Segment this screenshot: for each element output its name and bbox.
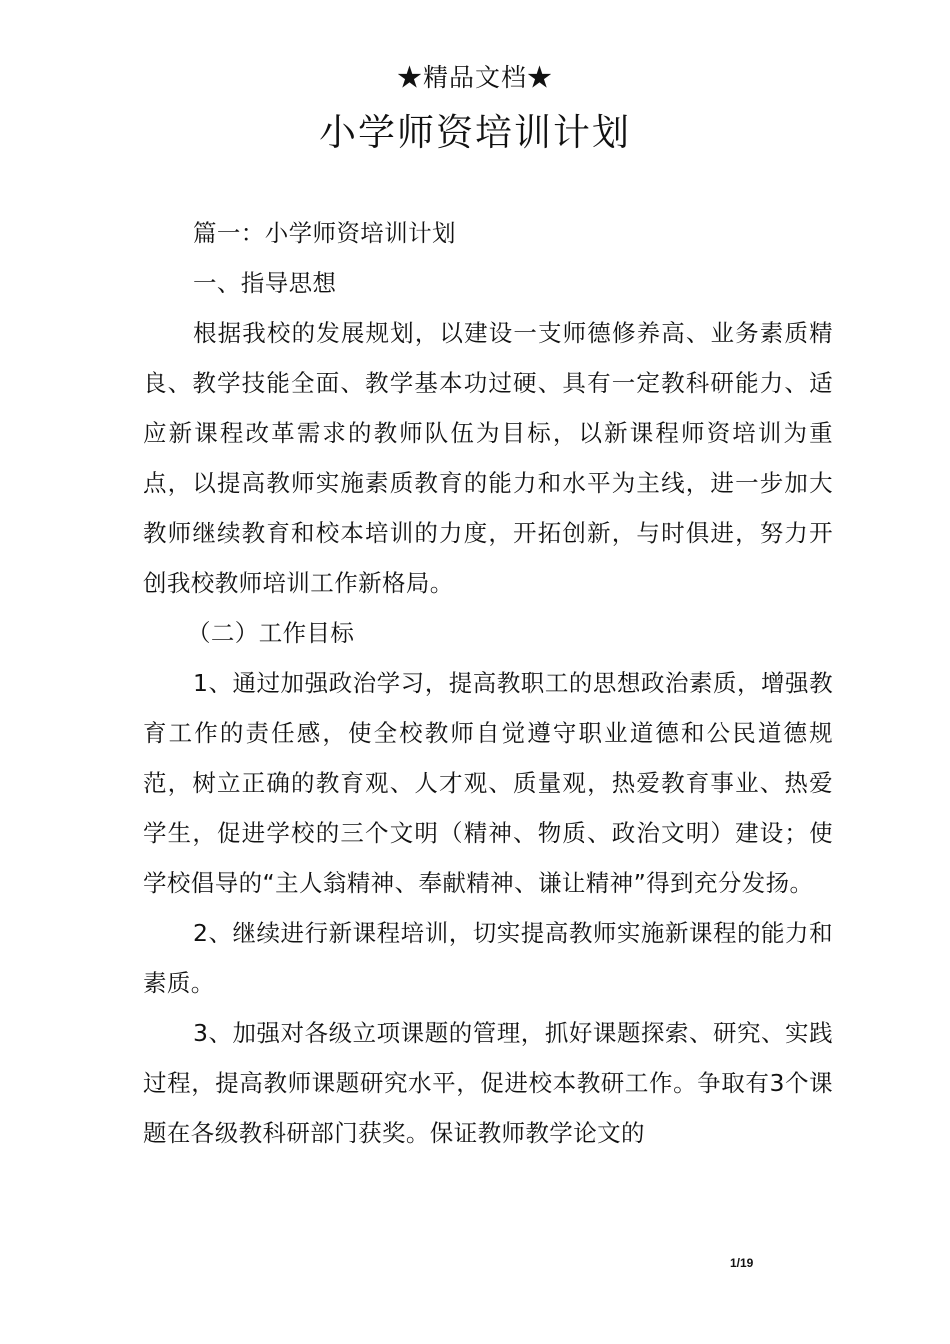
document-title: 小学师资培训计划 [319,111,631,154]
section-heading-work-goals: （二）工作目标 [187,619,355,647]
quality-document-mark: ★精品文档★ [396,63,553,92]
section-heading-part-one: 篇一：小学师资培训计划 [193,219,456,247]
paragraph-goal-3: 3、加强对各级立项课题的管理，抓好课题探索、研究、实践过程，提高教师课题研究水平，促进校本教研工作。争取有3个课题在各级教科研部门获奖。保证教师教学论文的 [143,1019,833,1147]
page-number: 1/19 [730,1256,754,1270]
section-heading-guiding-thought: 一、指导思想 [193,269,337,297]
paragraph-guiding-thought: 根据我校的发展规划，以建设一支师德修养高、业务素质精良、教学技能全面、教学基本功过硬、具有一定教科研能力、适应新课程改革需求的教师队伍为目标，以新课程师资培训为重点，以提高教师实施素质教育的能力和水平为主线，进一步加大教师继续教育和校本培训的力度，开拓创新，与时俱进，努力开创我校教师培训工作新格局。 [143,319,833,597]
paragraph-goal-2: 2、继续进行新课程培训，切实提高教师实施新课程的能力和素质。 [143,919,833,997]
paragraph-goal-1: 1、通过加强政治学习，提高教职工的思想政治素质，增强教育工作的责任感，使全校教师自觉遵守职业道德和公民道德规范，树立正确的教育观、人才观、质量观，热爱教育事业、热爱学生，促进学校的三个文明（精神、物质、政治文明）建设；使学校倡导的“主人翁精神、奉献精神、谦让精神”得到充分发扬。 [143,669,833,897]
document-body [143,208,833,1158]
